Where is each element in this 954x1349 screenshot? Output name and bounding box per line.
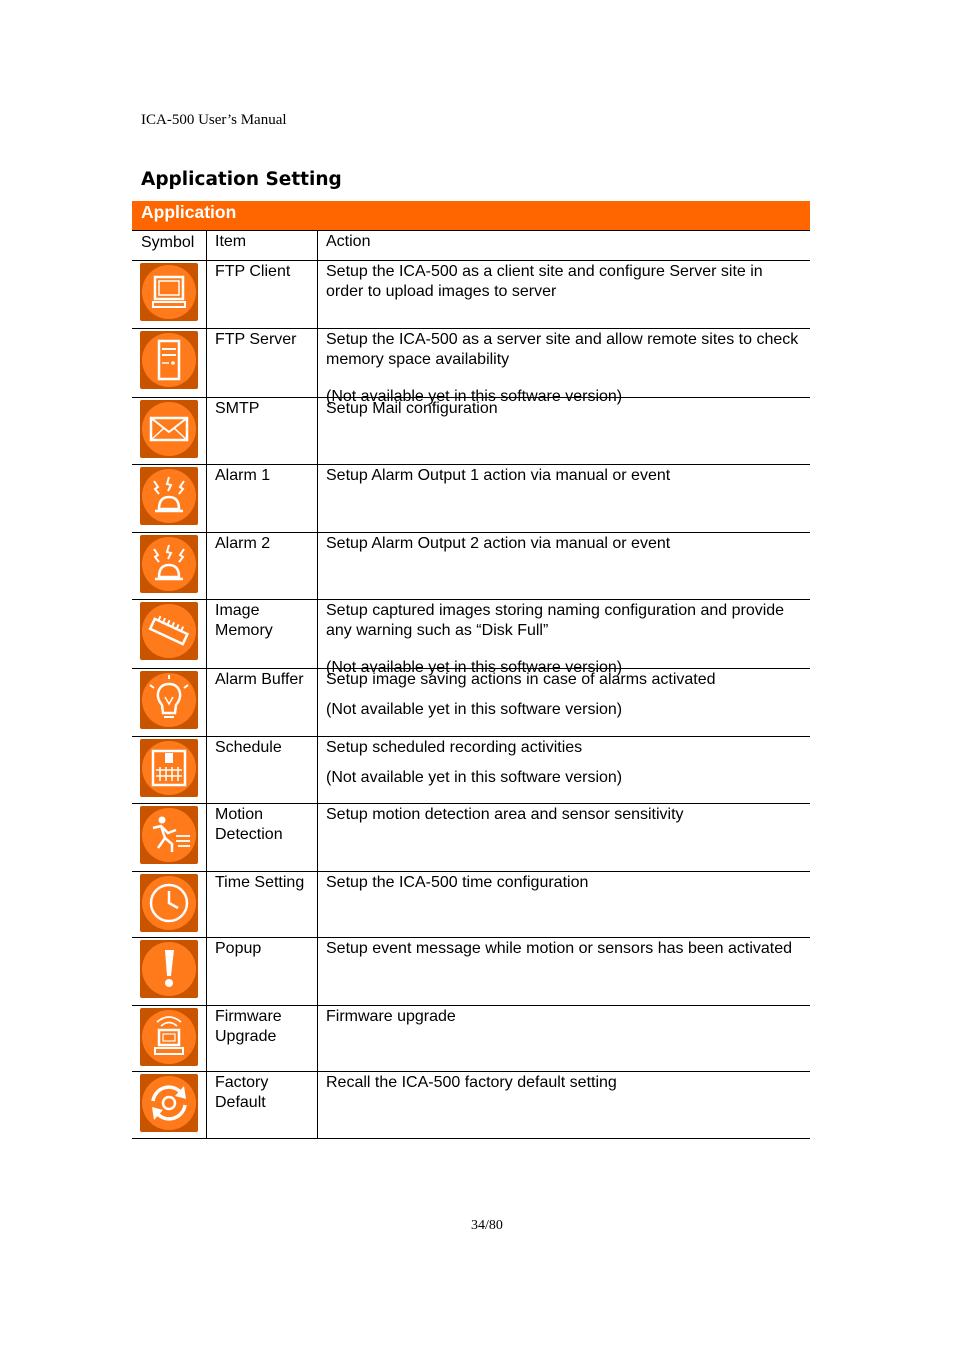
action-text: Recall the ICA-500 factory default setting xyxy=(326,1074,617,1091)
table-row xyxy=(132,600,810,676)
action-note: (Not available yet in this software version) xyxy=(326,768,623,786)
symbol-cell xyxy=(132,1006,207,1071)
action-text: Setup Mail configuration xyxy=(326,400,498,417)
item-cell: Time Setting xyxy=(207,872,318,937)
envelope-icon xyxy=(140,400,198,458)
symbol-cell xyxy=(132,669,207,736)
running-man-icon xyxy=(140,806,198,864)
page-number: 34/80 xyxy=(471,1218,503,1233)
symbol-cell xyxy=(132,533,207,599)
action-note: (Not available yet in this software version) xyxy=(326,700,623,718)
clock-icon xyxy=(140,874,198,932)
action-cell xyxy=(318,804,810,871)
symbol-cell xyxy=(132,465,207,532)
column-header-item: Item xyxy=(207,231,318,260)
action-text: Setup Alarm Output 2 action via manual or event xyxy=(326,535,671,552)
action-text: Firmware upgrade xyxy=(326,1008,456,1025)
item-cell: Popup xyxy=(207,938,318,1005)
item-cell: SMTP xyxy=(207,398,318,464)
symbol-cell xyxy=(132,938,207,1005)
item-cell: FTP Client xyxy=(207,261,318,328)
lightbulb-icon xyxy=(140,671,198,729)
symbol-cell xyxy=(132,737,207,803)
action-cell xyxy=(318,329,810,405)
action-text: Setup scheduled recording activities xyxy=(326,739,583,756)
application-table xyxy=(132,201,810,1139)
action-text: Setup event message while motion or sensors has been activated xyxy=(326,940,793,957)
action-text: Setup the ICA-500 time configuration xyxy=(326,874,589,891)
item-cell: Alarm Buffer xyxy=(207,669,318,736)
calendar-icon xyxy=(140,739,198,797)
symbol-cell xyxy=(132,1072,207,1138)
action-text: Setup Alarm Output 1 action via manual or event xyxy=(326,467,671,484)
action-cell xyxy=(318,669,810,736)
action-cell xyxy=(318,533,810,599)
action-cell xyxy=(318,737,810,803)
item-cell: Alarm 2 xyxy=(207,533,318,599)
item-cell: Image Memory xyxy=(207,600,318,668)
table-row xyxy=(132,329,810,405)
action-cell xyxy=(318,465,810,532)
table-row xyxy=(132,737,810,804)
action-text: Setup the ICA-500 as a client site and configure Server site in order to upload images to server xyxy=(326,263,763,300)
action-cell xyxy=(318,938,810,1005)
item-cell: Motion Detection xyxy=(207,804,318,871)
action-cell xyxy=(318,398,810,464)
table-band: Application xyxy=(132,201,810,230)
table-row xyxy=(132,261,810,329)
table-row xyxy=(132,533,810,600)
action-note: (Not available yet in this software version) xyxy=(326,659,623,676)
table-row xyxy=(132,669,810,737)
symbol-cell xyxy=(132,600,207,668)
table-row xyxy=(132,1072,810,1139)
document-header: ICA-500 User’s Manual xyxy=(141,112,287,128)
table-row xyxy=(132,1006,810,1072)
action-text: Setup the ICA-500 as a server site and allow remote sites to check memory space availability xyxy=(326,331,799,368)
refresh-icon xyxy=(140,1074,198,1132)
alarm-bell-icon xyxy=(140,467,198,525)
table-row xyxy=(132,938,810,1006)
action-cell xyxy=(318,1006,810,1071)
column-header-action: Action xyxy=(326,233,371,250)
action-note: (Not available yet in this software version) xyxy=(326,388,623,405)
table-row xyxy=(132,804,810,872)
symbol-cell xyxy=(132,804,207,871)
item-cell: FTP Server xyxy=(207,329,318,397)
section-title: Application Setting xyxy=(141,169,342,190)
table-row xyxy=(132,465,810,533)
action-text: Setup image saving actions in case of alarms activated xyxy=(326,671,716,688)
item-cell: Alarm 1 xyxy=(207,465,318,532)
column-header-symbol: Symbol xyxy=(132,231,207,260)
symbol-cell xyxy=(132,329,207,397)
item-cell: Schedule xyxy=(207,737,318,803)
action-text: Setup motion detection area and sensor sensitivity xyxy=(326,806,684,823)
item-cell: Firmware Upgrade xyxy=(207,1006,318,1071)
symbol-cell xyxy=(132,872,207,937)
action-cell xyxy=(318,1072,810,1138)
alarm-bell-icon xyxy=(140,535,198,593)
memory-chip-icon xyxy=(140,602,198,660)
table-row xyxy=(132,872,810,938)
computer-wireless-icon xyxy=(140,1008,198,1066)
table-header-row xyxy=(132,230,810,261)
symbol-cell xyxy=(132,398,207,464)
item-cell: Factory Default xyxy=(207,1072,318,1138)
action-cell xyxy=(318,600,810,676)
table-row xyxy=(132,398,810,465)
symbol-cell xyxy=(132,261,207,328)
exclamation-icon xyxy=(140,940,198,998)
server-icon xyxy=(140,331,198,389)
monitor-icon xyxy=(140,263,198,321)
action-cell xyxy=(318,872,810,937)
action-text: Setup captured images storing naming configuration and provide any warning such as “Disk Full” xyxy=(326,602,785,639)
action-cell xyxy=(318,261,810,328)
